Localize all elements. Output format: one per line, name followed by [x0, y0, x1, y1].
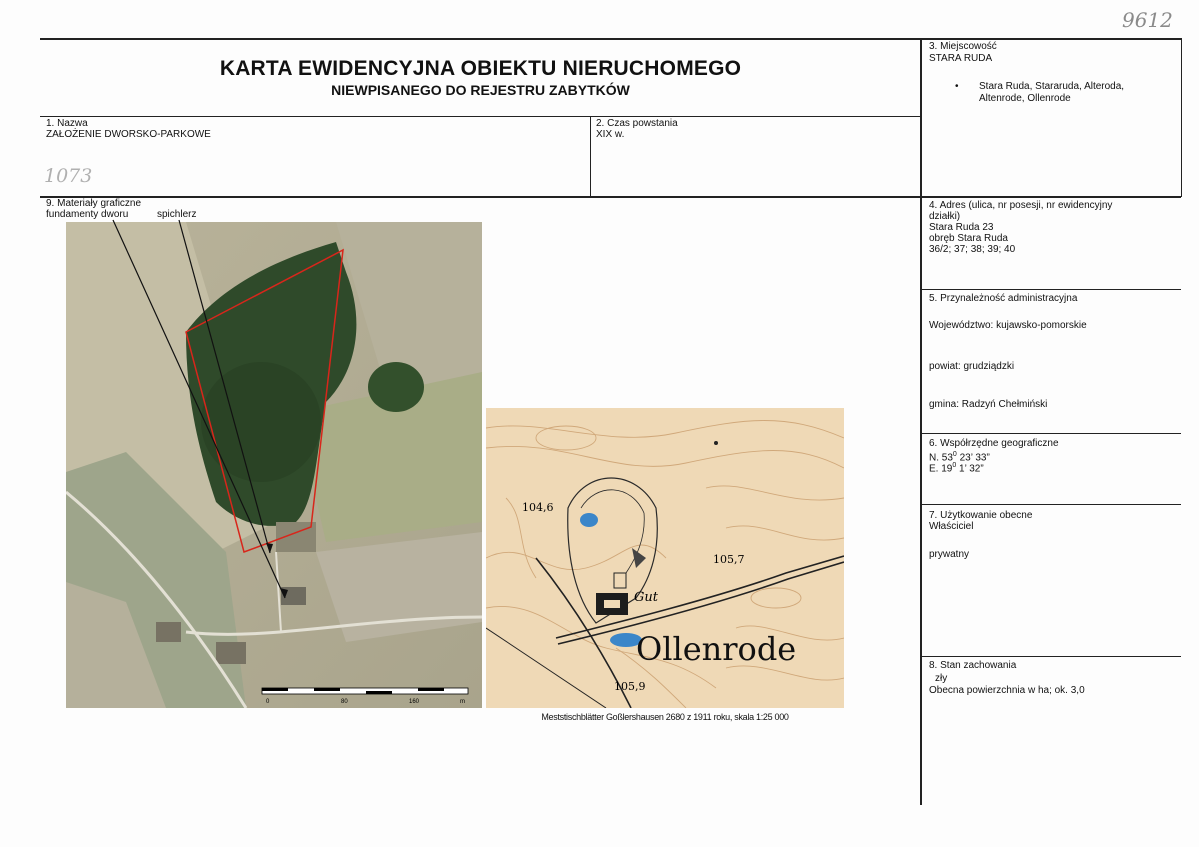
elevation-label: 104,6 [522, 501, 554, 514]
date-value: XIX w. [596, 129, 625, 140]
scale-tick-label: 160 [409, 699, 420, 705]
coordinates-label: 6. Współrzędne geograficzne [929, 438, 1059, 449]
address-label-line: 4. Adres (ulica, nr posesji, nr ewidencyjny [929, 200, 1113, 211]
historic-map [486, 408, 844, 708]
latitude-minutes: 23’ 33” [956, 452, 990, 464]
address-line: 36/2; 37; 38; 39; 40 [929, 244, 1016, 255]
handwritten-archive-number: 9612 [1122, 8, 1173, 32]
address-label-line: działki) [929, 211, 961, 222]
scale-tick-label: 0 [266, 699, 270, 705]
area-value: Obecna powierzchnia w ha; ok. 3,0 [929, 685, 1085, 696]
elevation-label: 105,9 [614, 680, 646, 693]
name-value: ZAŁOŻENIE DWORSKO-PARKOWE [46, 129, 211, 140]
commune-value: gmina: Radzyń Chełmiński [929, 399, 1048, 410]
handwritten-record-number: 1073 [44, 165, 93, 187]
condition-label: 8. Stan zachowania [929, 660, 1017, 671]
locality-label: 3. Miejscowość [929, 41, 997, 52]
usage-label: 7. Użytkowanie obecne [929, 510, 1033, 521]
latitude-degrees: N. 53 [929, 452, 953, 464]
graphics-label: 9. Materiały graficzne [46, 198, 142, 209]
owner-label: Właściciel [929, 521, 974, 532]
scale-tick-label: m [460, 699, 465, 705]
bullet-icon: • [955, 81, 959, 92]
elevation-label: 105,7 [713, 553, 745, 566]
county-value: powiat: grudziądzki [929, 361, 1015, 372]
locality-variant-line: Altenrode, Ollenrode [979, 93, 1071, 104]
address-line: Stara Ruda 23 [929, 222, 994, 233]
page-subtitle: NIEWPISANEGO DO REJESTRU ZABYTKÓW [331, 82, 630, 98]
longitude-minutes: 1’ 32” [956, 463, 984, 475]
locality-value: STARA RUDA [929, 53, 993, 64]
locality-variant-line: Stara Ruda, Stararuda, Alteroda, [979, 81, 1125, 92]
arrow-manor-foundations [113, 220, 285, 598]
admin-label: 5. Przynależność administracyjna [929, 293, 1078, 304]
village-name-label: Ollenrode [636, 630, 797, 668]
address-line: obręb Stara Ruda [929, 233, 1008, 244]
annotation-manor-foundations: fundamenty dworu [46, 209, 129, 220]
condition-value: zły [935, 673, 948, 684]
arrow-granary [179, 220, 270, 553]
historic-map-caption: Meststischblätter Goßlershausen 2680 z 1911 roku, skala 1:25 000 [541, 712, 789, 722]
arrowhead-icon [266, 543, 273, 553]
longitude-degrees: E. 19 [929, 463, 953, 475]
voivodeship-value: Województwo: kujawsko-pomorskie [929, 320, 1087, 331]
scale-tick-label: 80 [341, 699, 348, 705]
degree-mark: 0 [952, 451, 957, 458]
date-label: 2. Czas powstania [596, 118, 678, 129]
annotation-granary: spichlerz [157, 209, 197, 220]
page-title: KARTA EWIDENCYJNA OBIEKTU NIERUCHOMEGO [219, 57, 742, 80]
degree-mark: 0 [952, 462, 957, 469]
estate-label: Gut [634, 590, 658, 605]
name-label: 1. Nazwa [46, 118, 88, 129]
owner-value: prywatny [929, 549, 970, 560]
